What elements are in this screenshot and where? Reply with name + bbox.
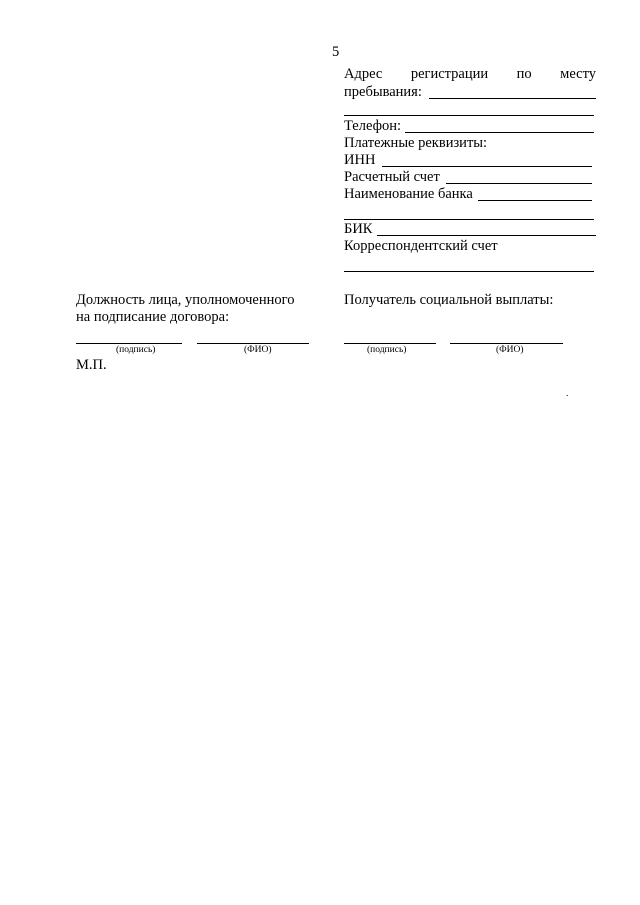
address-line-1 xyxy=(344,66,596,83)
address-word-4: месту xyxy=(560,66,596,82)
bank-name-extra-line[interactable] xyxy=(344,219,594,220)
right-signature-caption: (подпись) xyxy=(367,345,407,355)
account-label: Расчетный счет xyxy=(344,169,440,185)
right-name-line[interactable] xyxy=(450,343,563,344)
right-signature-line[interactable] xyxy=(344,343,436,344)
account-field-line[interactable] xyxy=(446,183,592,184)
stray-dot: . xyxy=(566,389,569,399)
bik-label: БИК xyxy=(344,221,373,237)
authorized-person-title-line-2: на подписание договора: xyxy=(76,309,230,325)
left-name-caption: (ФИО) xyxy=(244,345,272,355)
correspondent-account-label: Корреспондентский счет xyxy=(344,238,498,254)
phone-label: Телефон: xyxy=(344,118,402,134)
right-name-caption: (ФИО) xyxy=(496,345,524,355)
authorized-person-title-line-1: Должность лица, уполномоченного xyxy=(76,292,295,308)
correspondent-account-field-line[interactable] xyxy=(344,271,594,272)
address-field-line[interactable] xyxy=(429,98,596,99)
address-extra-line[interactable] xyxy=(344,115,594,116)
phone-field-line[interactable] xyxy=(405,132,594,133)
address-line-2-label: пребывания: xyxy=(344,84,422,100)
payment-details-label: Платежные реквизиты: xyxy=(344,135,488,151)
bank-name-label: Наименование банка xyxy=(344,186,473,202)
address-word-2: регистрации xyxy=(410,66,489,82)
page-number: 5 xyxy=(332,44,340,60)
left-name-line[interactable] xyxy=(197,343,309,344)
inn-label: ИНН xyxy=(344,152,376,168)
seal-label: М.П. xyxy=(76,357,107,373)
address-word-1: Адрес xyxy=(344,66,383,82)
bank-name-field-line[interactable] xyxy=(478,200,592,201)
left-signature-line[interactable] xyxy=(76,343,182,344)
address-word-3: по xyxy=(516,66,532,82)
inn-field-line[interactable] xyxy=(382,166,592,167)
bik-field-line[interactable] xyxy=(377,235,596,236)
left-signature-caption: (подпись) xyxy=(116,345,156,355)
recipient-title: Получатель социальной выплаты: xyxy=(344,292,554,308)
